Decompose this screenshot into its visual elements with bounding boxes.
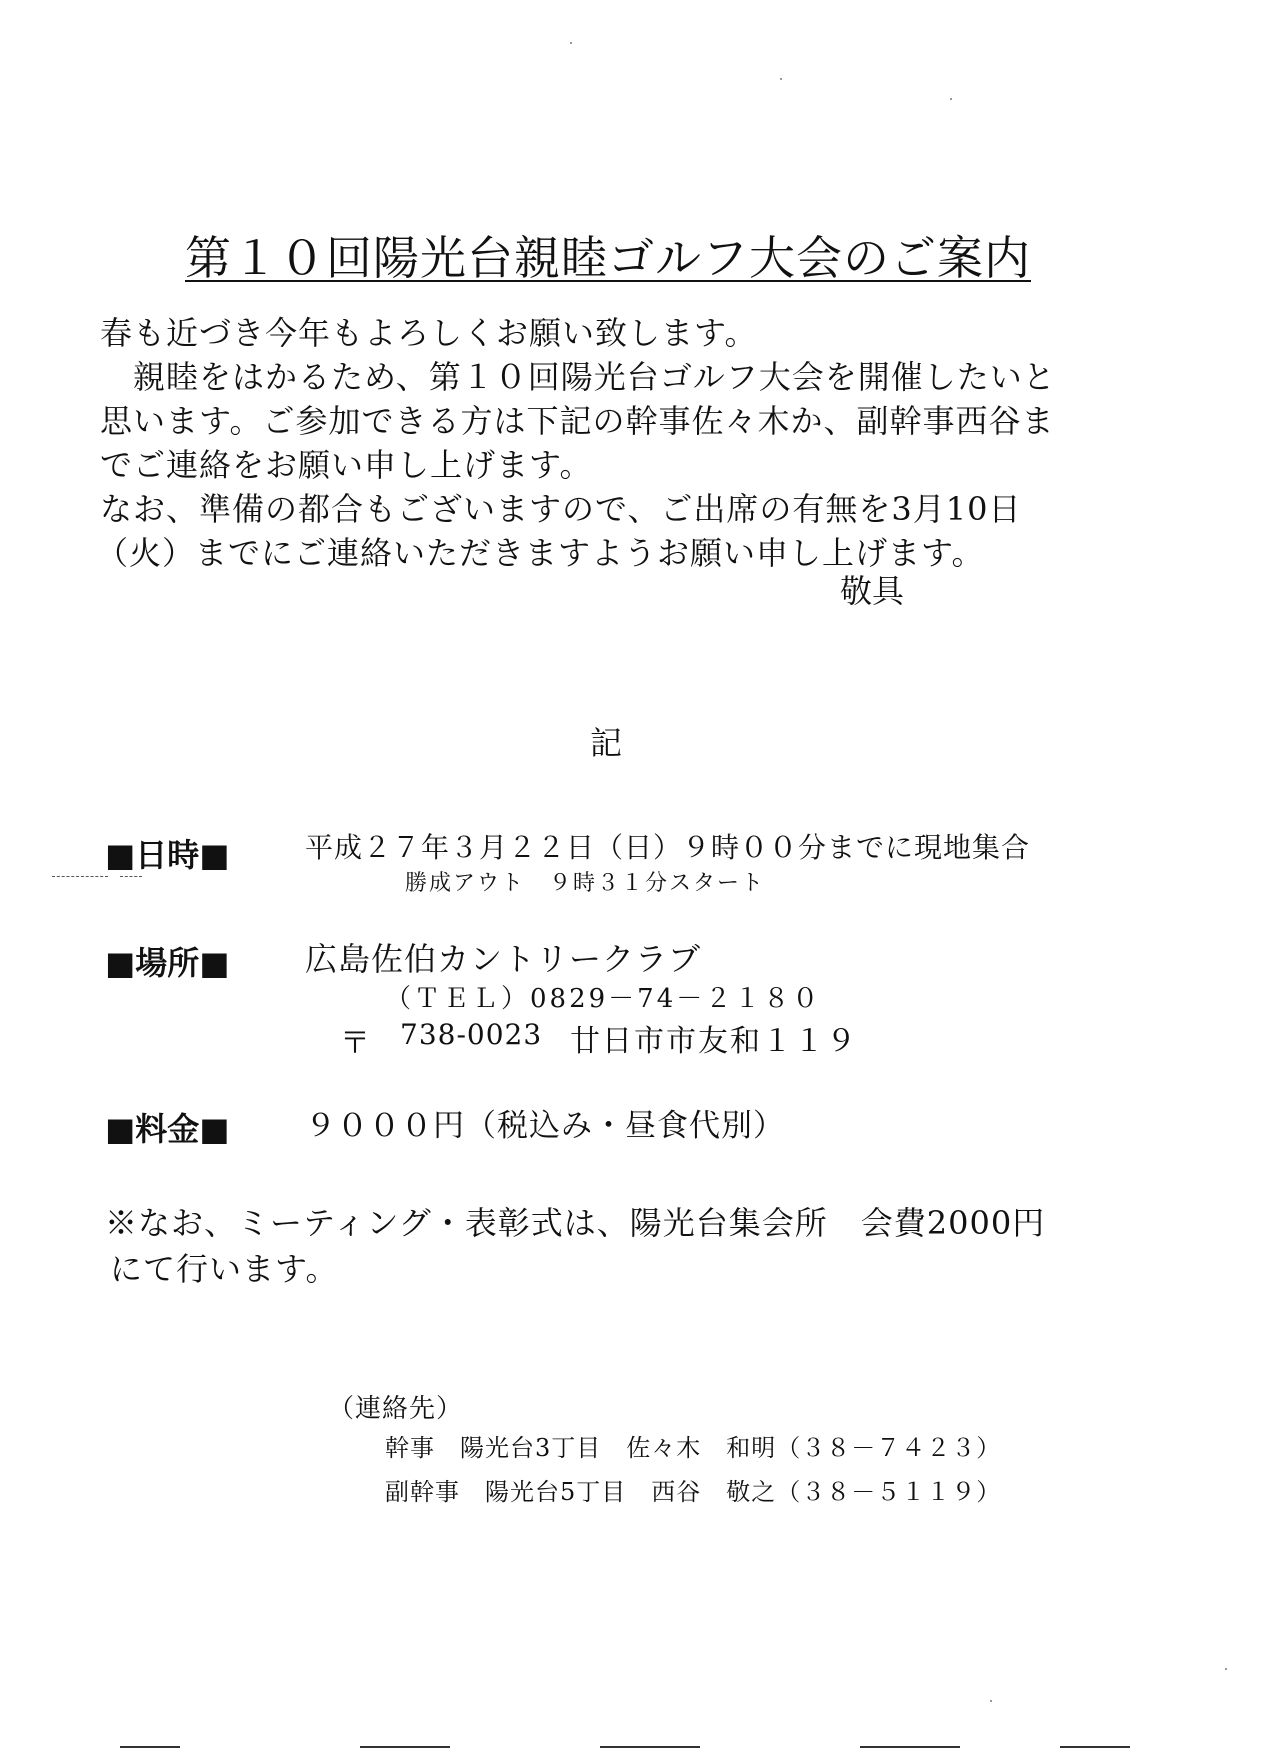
body-line-5: なお、準備の都合もございますので、ご出席の有無を3月10日 <box>100 490 1022 528</box>
ki-heading: 記 <box>590 724 623 762</box>
scan-edge-mark <box>600 1746 700 1748</box>
body-line-6: （火）までにご連絡いただきますようお願い申し上げます。 <box>96 534 985 572</box>
fee-value: ９０００円（税込み・昼食代別） <box>305 1108 785 1144</box>
scan-dash-mark <box>52 876 108 877</box>
datetime-label: ■日時■ <box>105 836 230 874</box>
document-title: 第１０回陽光台親睦ゴルフ大会のご案内 <box>185 231 1031 285</box>
scan-speck <box>990 1700 992 1702</box>
body-line-3: 思います。ご参加できる方は下記の幹事佐々木か、副幹事西谷ま <box>100 402 1055 440</box>
body-line-4: でご連絡をお願い申し上げます。 <box>100 446 593 484</box>
scan-speck <box>950 98 952 100</box>
scan-speck <box>1225 1668 1227 1670</box>
place-label: ■場所■ <box>105 944 230 982</box>
scan-edge-mark <box>120 1746 180 1748</box>
contact-heading: （連絡先） <box>328 1394 464 1424</box>
postal-code: 738-0023 <box>400 1018 543 1051</box>
note-line-2: にて行います。 <box>110 1250 339 1288</box>
note-line-1: ※なお、ミーティング・表彰式は、陽光台集会所 会費2000円 <box>105 1204 1046 1242</box>
scan-edge-mark <box>360 1746 450 1748</box>
place-value: 広島佐伯カントリークラブ <box>305 940 702 978</box>
postal-mark: 〒 <box>340 1026 371 1061</box>
contact-line-fukukanji: 副幹事 陽光台5丁目 西谷 敬之（３８－５１１９） <box>385 1478 1002 1506</box>
datetime-value: 平成２７年３月２２日（日）９時００分までに現地集合 <box>305 831 1031 864</box>
scan-speck <box>570 42 572 44</box>
scan-edge-mark <box>860 1746 960 1748</box>
closing-keigu: 敬具 <box>840 572 905 610</box>
body-line-1: 春も近づき今年もよろしくお願い致します。 <box>100 314 758 352</box>
place-tel: （ＴＥＬ）0829－74－２１８０ <box>385 984 822 1014</box>
place-address: 廿日市市友和１１９ <box>570 1024 858 1059</box>
datetime-sub: 勝成アウト ９時３１分スタート <box>405 871 766 896</box>
scan-dash-mark <box>120 876 142 877</box>
scan-edge-mark <box>1060 1746 1130 1748</box>
scan-speck <box>780 78 782 80</box>
fee-label: ■料金■ <box>105 1110 230 1148</box>
body-line-2: 親睦をはかるため、第１０回陽光台ゴルフ大会を開催したいと <box>100 358 1056 396</box>
contact-line-kanji: 幹事 陽光台3丁目 佐々木 和明（３８－７４２３） <box>385 1434 1002 1462</box>
